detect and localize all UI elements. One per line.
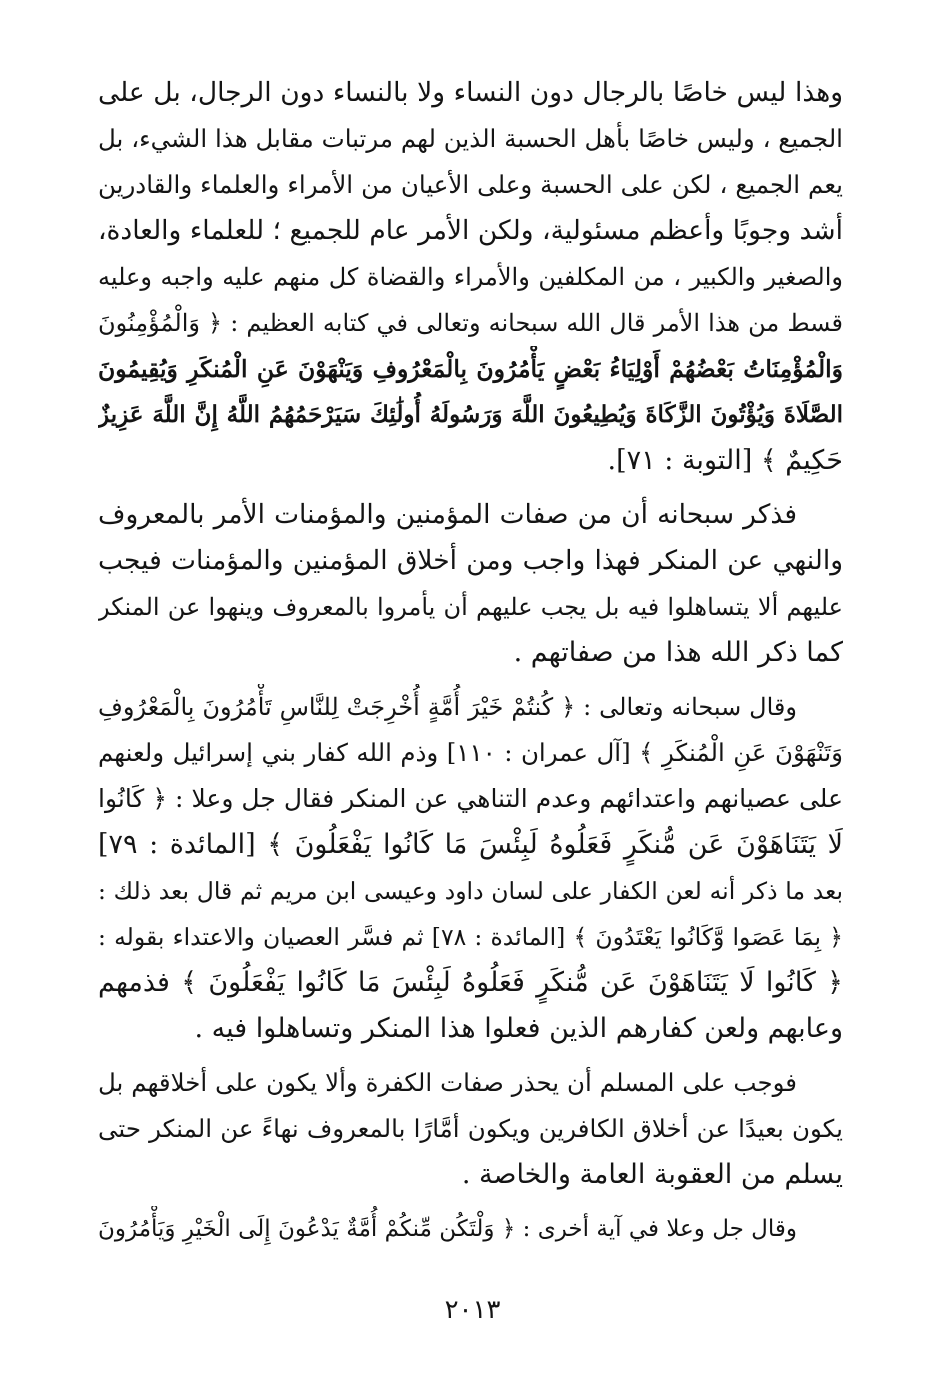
text-line: لَا يَتَنَاهَوْنَ عَن مُّنكَرٍ فَعَلُوهُ لَبِئْسَ مَا كَانُوا يَفْعَلُونَ ﴾ [المائدة : ٧٩] xyxy=(98,829,843,860)
text-line: وعابهم ولعن كفارهم الذين فعلوا هذا المنكر وتساهلوا فيه . xyxy=(194,1013,843,1044)
text-line: أشد وجوبًا وأعظم مسئولية، ولكن الأمر عام للجميع ؛ للعلماء والعادة، xyxy=(98,215,843,246)
paragraph-start-line: وقال سبحانه وتعالى : ﴿ كُنتُمْ خَيْرَ أُمَّةٍ أُخْرِجَتْ لِلنَّاسِ تَأْمُرُونَ بِالْمَعْرُوفِ xyxy=(98,693,797,721)
text-line: وَتَنْهَوْنَ عَنِ الْمُنكَرِ ﴾ [آل عمران : ١١٠] وذم الله كفار بني إسرائيل ولعنهم xyxy=(98,738,843,767)
text-line: يسلم من العقوبة العامة والخاصة . xyxy=(461,1159,843,1190)
text-line: ﴿ بِمَا عَصَوا وَّكَانُوا يَعْتَدُونَ ﴾ [المائدة : ٧٨] ثم فسَّر العصيان والاعتداء بقوله : xyxy=(98,923,843,951)
text-line: والنهي عن المنكر فهذا واجب ومن أخلاق المؤمنين والمؤمنات فيجب xyxy=(98,545,843,576)
text-line: يكون بعيدًا عن أخلاق الكافرين ويكون أمَّارًا بالمعروف نهاءً عن المنكر حتى xyxy=(98,1114,843,1143)
text-line: على عصيانهم واعتدائهم وعدم التناهي عن المنكر فقال جل وعلا : ﴿ كَانُوا xyxy=(98,784,843,813)
page-number: ٢٠١٣ xyxy=(444,1295,501,1325)
paragraph-start-line: فوجب على المسلم أن يحذر صفات الكفرة وألا يكون على أخلاقهم بل xyxy=(98,1068,797,1097)
body-text xyxy=(98,70,843,1270)
text-line: قسط من هذا الأمر قال الله سبحانه وتعالى في كتابه العظيم : ﴿ وَالْمُؤْمِنُونَ xyxy=(98,309,843,337)
text-line: عليهم ألا يتساهلوا فيه بل يجب عليهم أن يأمروا بالمعروف وينهوا عن المنكر xyxy=(98,593,843,621)
text-line: يعم الجميع ، لكن على الحسبة وعلى الأعيان من الأمراء والعلماء والقادرين xyxy=(98,170,843,199)
text-line: بعد ما ذكر أنه لعن الكفار على لسان داود وعيسى ابن مريم ثم قال بعد ذلك : xyxy=(98,877,843,905)
quran-verse-line: الصَّلَاةَ وَيُؤْتُونَ الزَّكَاةَ وَيُطِيعُونَ اللَّهَ وَرَسُولَهُ أُولَٰئِكَ سَيَرْحَمُهُمُ اللَّهُ إِنَّ اللَّهَ عَزِيزٌ xyxy=(98,401,843,428)
quran-verse-line: وَالْمُؤْمِنَاتُ بَعْضُهُمْ أَوْلِيَاءُ بَعْضٍ يَأْمُرُونَ بِالْمَعْرُوفِ وَيَنْهَوْنَ عَنِ الْمُنكَرِ وَيُقِيمُونَ xyxy=(98,355,843,383)
text-line: ﴿ كَانُوا لَا يَتَنَاهَوْنَ عَن مُّنكَرٍ فَعَلُوهُ لَبِئْسَ مَا كَانُوا يَفْعَلُونَ ﴾ فذمهم xyxy=(98,967,843,998)
paragraph-start-line: فذكر سبحانه أن من صفات المؤمنين والمؤمنات الأمر بالمعروف xyxy=(98,499,797,530)
text-line: والصغير والكبير ، من المكلفين والأمراء والقضاة كل منهم عليه واجبه وعليه xyxy=(98,263,843,291)
text-line: وهذا ليس خاصًا بالرجال دون النساء ولا بالنساء دون الرجال، بل على xyxy=(98,77,843,108)
text-line: الجميع ، وليس خاصًا بأهل الحسبة الذين لهم مرتبات مقابل هذا الشيء، بل xyxy=(98,124,843,153)
paragraph-start-line: وقال جل وعلا في آية أخرى : ﴿ وَلْتَكُن مِّنكُمْ أُمَّةٌ يَدْعُونَ إِلَى الْخَيْرِ وَيَأْمُرُونَ xyxy=(98,1216,797,1242)
text-line: كما ذكر الله هذا من صفاتهم . xyxy=(513,637,843,668)
quran-verse-line: حَكِيمٌ ﴾ [التوبة : ٧١]. xyxy=(607,445,843,476)
